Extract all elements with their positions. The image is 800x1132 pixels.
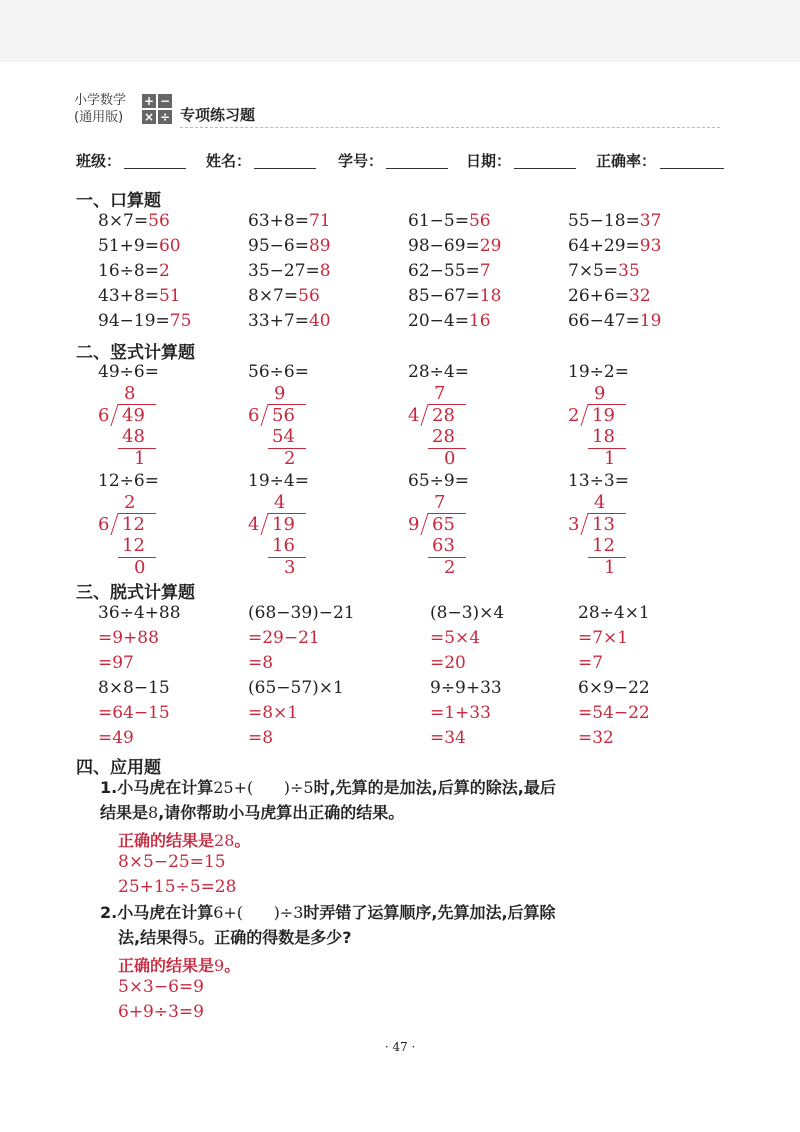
division-divisor: 2 [568,405,580,426]
wp2-text-b: 时弄错了运算顺序,先算加法,后算除 [303,903,556,922]
division-divisor: 6 [98,514,110,535]
division-divisor: 4 [408,405,420,426]
book-title: 专项练习题 [180,106,256,124]
division-remainder: 1 [134,448,146,469]
division-problem: 12÷6= [98,471,159,491]
division-problem: 19÷2= [568,362,629,382]
stepwise-result: =8 [248,653,274,673]
oral-answer: 60 [158,236,181,256]
wp1-work-line-2: 25+15÷5=28 [118,877,237,897]
operator-logo [142,92,174,124]
oral-item [408,286,501,306]
division-remainder: 1 [604,448,616,469]
wp1-text-d: ,请你帮助小马虎算出正确的结果。 [158,803,405,822]
stepwise-result: =32 [578,728,614,748]
wp1-answer-label: 正确的结果是 [118,831,215,850]
accuracy-blank[interactable] [660,168,724,169]
wp2-answer-label: 正确的结果是 [118,956,215,975]
oral-item [568,311,661,331]
oral-answer: 51 [158,286,181,306]
division-dividend: 19 [272,514,295,535]
division-quotient: 7 [434,383,446,404]
oral-answer: 37 [639,211,662,231]
division-dividend: 19 [592,405,615,426]
section-word-title: 四、应用题 [76,758,161,778]
wp1-text-b: 时,先算的是加法,后算的除法,最后 [313,778,556,797]
oral-question: 8×7= [248,286,299,306]
oral-answer: 56 [148,211,170,231]
division-quotient: 4 [594,492,606,513]
series-label [74,92,126,126]
stepwise-problem: 6×9−22 [578,678,650,698]
oral-question: 26+6= [568,286,629,306]
wp2-number: 5 [188,928,199,947]
oral-item [98,261,170,281]
division-divisor: 4 [248,514,260,535]
division-remainder: 1 [604,557,616,578]
division-quotient: 9 [594,383,606,404]
oral-answer: 75 [169,311,192,331]
oral-question: 62−55= [408,261,480,281]
division-dividend: 49 [122,405,145,426]
oral-item [408,311,491,331]
top-band [0,0,800,62]
oral-item [248,311,331,331]
oral-question: 63+8= [248,211,309,231]
oral-question: 16÷8= [98,261,159,281]
oral-item [408,236,501,256]
stepwise-result: =49 [98,728,134,748]
accuracy-label: 正确率： [596,152,657,170]
oral-answer: 56 [298,286,320,306]
oral-answer: 93 [639,236,662,256]
oral-answer: 40 [308,311,331,331]
oral-item [248,236,331,256]
oral-item [98,311,191,331]
series-line-2: (通用版) [74,110,124,125]
division-dividend: 56 [272,405,295,426]
division-problem: 13÷3= [568,471,629,491]
class-label: 班级： [76,152,122,170]
stepwise-step-1: =29−21 [248,628,320,648]
division-remainder: 0 [134,557,146,578]
oral-item [408,261,491,281]
oral-question: 94−19= [98,311,170,331]
oral-question: 85−67= [408,286,480,306]
oral-item [98,286,181,306]
division-problem: 49÷6= [98,362,159,382]
division-product: 28 [432,426,455,447]
student-id-label: 学号： [338,152,384,170]
oral-item [248,261,331,281]
wp1-text-a: 1.小马虎在计算 [100,778,214,797]
wp2-answer [118,953,240,976]
oral-answer: 29 [479,236,502,256]
division-remainder: 2 [284,448,296,469]
oral-answer: 19 [639,311,662,331]
oral-answer: 89 [308,236,331,256]
stepwise-step-1: =1+33 [430,703,491,723]
stepwise-problem: (65−57)×1 [248,678,344,698]
oral-answer: 2 [158,261,170,281]
oral-item [98,211,170,231]
class-blank[interactable] [124,168,186,169]
stepwise-step-1: =8×1 [248,703,299,723]
division-divisor: 6 [98,405,110,426]
oral-item [248,211,331,231]
oral-answer: 16 [468,311,491,331]
division-product: 63 [432,535,455,556]
division-product: 54 [272,426,295,447]
stepwise-step-1: =64−15 [98,703,170,723]
division-dividend: 13 [592,514,615,535]
division-problem: 65÷9= [408,471,469,491]
oral-item [568,261,640,281]
series-line-1: 小学数学 [74,93,127,108]
oral-item [568,286,651,306]
wp1-answer [118,828,250,851]
wp2-answer-value: 9 [214,956,225,975]
division-remainder: 2 [444,557,456,578]
division-dividend: 12 [122,514,145,535]
division-divisor: 3 [568,514,580,535]
word-problem-2-line-2 [118,928,352,948]
oral-question: 33+7= [248,311,309,331]
oral-answer: 71 [308,211,331,231]
oral-question: 7×5= [568,261,619,281]
oral-question: 20−4= [408,311,469,331]
division-product: 16 [272,535,295,556]
oral-question: 8×7= [98,211,149,231]
header-divider [180,127,720,128]
division-product: 12 [122,535,145,556]
student-id-blank[interactable] [386,168,448,169]
division-problem: 19÷4= [248,471,309,491]
plus-icon: + [143,94,155,108]
name-blank[interactable] [254,168,316,169]
page-number: · 47 · [384,1040,416,1054]
divide-icon: ÷ [159,110,171,124]
wp2-text-c: 法,结果得 [118,928,189,947]
stepwise-step-1: =7×1 [578,628,629,648]
wp1-expression: 25+( )÷5 [213,778,314,797]
date-label: 日期： [466,152,512,170]
stepwise-problem: (8−3)×4 [430,603,505,623]
stepwise-step-1: =5×4 [430,628,481,648]
division-remainder: 3 [284,557,296,578]
wp2-expression: 6+( )÷3 [213,903,304,922]
division-product: 48 [122,426,145,447]
oral-answer: 18 [479,286,502,306]
stepwise-problem: 9÷9+33 [430,678,502,698]
division-quotient: 9 [274,383,286,404]
division-product: 18 [592,426,615,447]
division-dividend: 28 [432,405,455,426]
division-problem: 28÷4= [408,362,469,382]
oral-answer: 7 [479,261,491,281]
stepwise-result: =97 [98,653,134,673]
stepwise-problem: 8×8−15 [98,678,170,698]
stepwise-problem: (68−39)−21 [248,603,355,623]
wp2-work-line-2: 6+9÷3=9 [118,1002,204,1022]
division-remainder: 0 [444,448,456,469]
name-label: 姓名： [206,152,252,170]
minus-icon: − [159,94,171,108]
stepwise-problem: 28÷4×1 [578,603,650,623]
division-divisor: 6 [248,405,260,426]
division-quotient: 2 [124,492,136,513]
oral-question: 66−47= [568,311,640,331]
stepwise-result: =8 [248,728,274,748]
word-problem-1-line-1 [100,778,556,798]
division-quotient: 7 [434,492,446,513]
oral-question: 55−18= [568,211,640,231]
oral-question: 61−5= [408,211,469,231]
word-problem-1-line-2 [100,803,404,823]
oral-question: 35−27= [248,261,320,281]
division-quotient: 8 [124,383,136,404]
stepwise-step-1: =54−22 [578,703,650,723]
division-product: 12 [592,535,615,556]
section-oral-title: 一、口算题 [76,191,161,211]
oral-item [408,211,491,231]
oral-answer: 32 [628,286,651,306]
wp2-work-line-1: 5×3−6=9 [118,977,204,997]
division-problem: 56÷6= [248,362,309,382]
stepwise-problem: 36÷4+88 [98,603,181,623]
wp1-answer-value: 28 [214,831,235,850]
wp1-answer-end: 。 [234,831,251,850]
wp2-answer-end: 。 [224,956,241,975]
stepwise-result: =7 [578,653,604,673]
oral-question: 98−69= [408,236,480,256]
stepwise-result: =34 [430,728,466,748]
oral-answer: 35 [618,261,640,281]
wp2-text-d: 。正确的得数是多少? [198,928,352,947]
oral-item [248,286,320,306]
section-vertical-title: 二、竖式计算题 [76,343,195,363]
wp2-text-a: 2.小马虎在计算 [100,903,214,922]
division-quotient: 4 [274,492,286,513]
stepwise-result: =20 [430,653,466,673]
stepwise-step-1: =9+88 [98,628,159,648]
wp1-work-line-1: 8×5−25=15 [118,852,226,872]
oral-question: 51+9= [98,236,159,256]
oral-question: 95−6= [248,236,309,256]
oral-answer: 8 [319,261,331,281]
oral-item [568,236,661,256]
oral-item [98,236,181,256]
section-stepwise-title: 三、脱式计算题 [76,583,195,603]
word-problem-2-line-1 [100,903,556,923]
oral-question: 43+8= [98,286,159,306]
oral-item [568,211,661,231]
wp1-number: 8 [148,803,159,822]
division-divisor: 9 [408,514,420,535]
date-blank[interactable] [514,168,576,169]
division-dividend: 65 [432,514,455,535]
oral-answer: 56 [468,211,491,231]
times-icon: × [143,110,155,124]
wp1-text-c: 结果是 [100,803,149,822]
oral-question: 64+29= [568,236,640,256]
